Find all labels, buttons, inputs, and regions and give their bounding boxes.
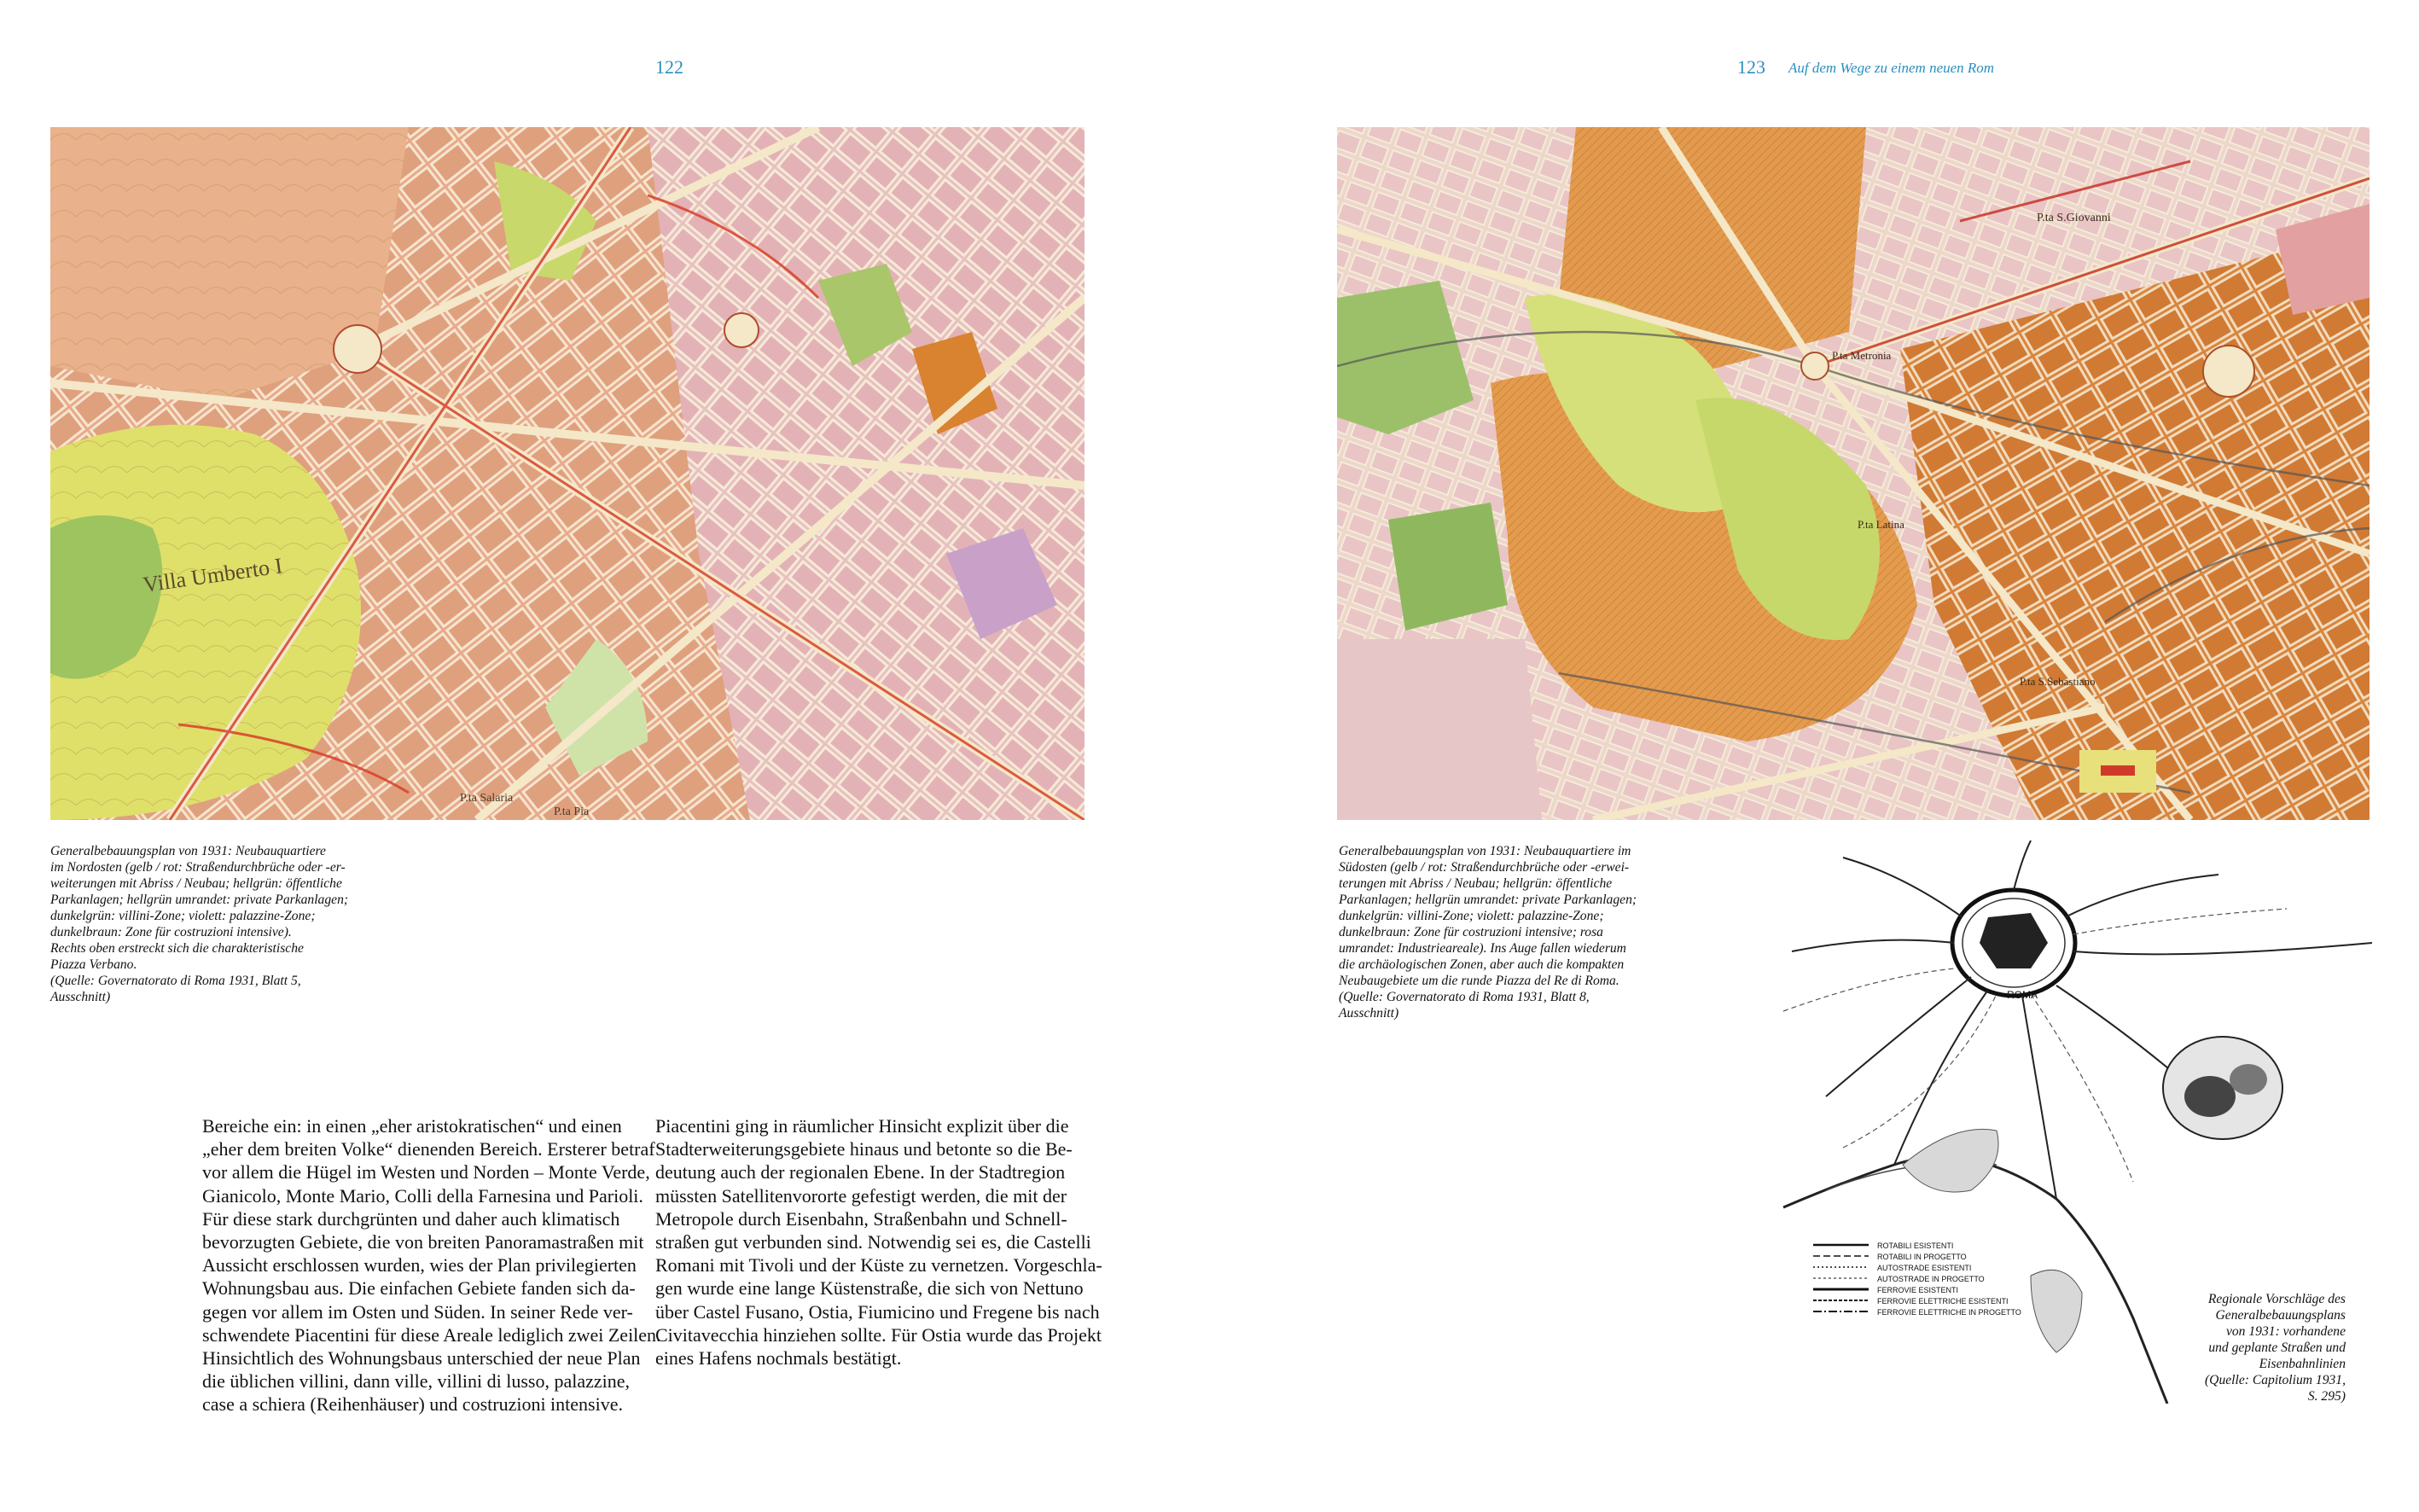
body-text-column-1: Bereiche ein: in einen „eher aristokratischen“ und einen „eher dem breiten Volke“ dienenden Bereich. Ersterer betraf vor allem die Hügel im Westen und Norden – Monte Verde, Gianicolo, Monte Mario, Colli della Farnesina und Parioli. Für diese stark durchgrünten und daher auch klimatisch bevorzugten Gebiete, die von breiten Panoramastraßen mit Aussicht erschlossen wurden, wies der Plan privilegierten Wohnungsbau aus. Die einfachen Gebiete fanden sich da- gegen vor allem im Osten und Süden. In seiner Rede ver- schwendete Piacentini für diese Areale lediglich zwei Zeilen. Hinsichtlich des Wohnungsbaus unterschied der neue Plan die üblichen villini, dann ville, villini di lusso, palazzine, case a schiera (Reihenhäuser) und costruzioni intensive. <box>202 1115 661 1416</box>
svg-text:ROTABILI IN PROGETTO: ROTABILI IN PROGETTO <box>1877 1253 1967 1261</box>
body-text-column-2: Piacentini ging in räumlicher Hinsicht explizit über die Stadterweiterungsgebiete hinaus und betonte so die Be- deutung auch der regionalen Ebene. In der Stadtregion müssten Satellitenvororte gefestigt werden, die mit der Metropole durch Eisenbahn, Straßenbahn und Schnell- straßen gut verbunden sind. Notwendig sei es, die Castelli Romani mit Tivoli und der Küste zu vernetzen. Vorgeschla- gen wurde eine lange Küstenstraße, die sich von Nettuno über Castel Fusano, Ostia, Fiumicino und Fregene bis nach Civitavecchia hinziehen sollte. Für Ostia wurde das Projekt eines Hafens nochmals bestätigt. <box>655 1115 1102 1370</box>
map-label-villa-umberto: Villa Umberto I <box>141 553 284 597</box>
caption-map-northeast: Generalbebauungsplan von 1931: Neubauquartiere im Nordosten (gelb / rot: Straßendurchbrüche oder -er- weiterungen mit Abriss / Neubau; hellgrün: öffentliche Parkanlagen; hellgrün umrandet: private Parkanlagen; dunkelgrün: villini-Zone; violett: palazzine-Zone; dunkelbraun: Zone für costruzioni intensive). Rechts oben erstreckt sich die charakteristische Piazza Verbano. (Quelle: Governatorato di Roma 1931, Blatt 5, Ausschnitt) <box>50 844 349 1004</box>
svg-text:FERROVIE ELETTRICHE ESISTENTI: FERROVIE ELETTRICHE ESISTENTI <box>1877 1297 2009 1306</box>
page-number-right: 123 <box>1737 56 1765 78</box>
caption-map-southeast: Generalbebauungsplan von 1931: Neubauquartiere im Südosten (gelb / rot: Straßendurchbrüche oder -erwei- terungen mit Abriss / Neubau; hellgrün: öffentliche Parkanlagen; hellgrün umrandet: private Parkanlagen; dunkelgrün: villini-Zone; violett: palazzine-Zone; dunkelbraun: Zone für costruzioni intensive; rosa umrandet: Industrieareale). Ins Auge fallen wiederum die archäologischen Zonen, aber auch die kompakten Neubaugebiete um die runde Piazza del Re di Roma. (Quelle: Governatorato di Roma 1931, Blatt 8, Ausschnitt) <box>1339 844 1637 1021</box>
svg-text:FERROVIE ELETTRICHE IN PROGETT: FERROVIE ELETTRICHE IN PROGETTO <box>1877 1308 2021 1317</box>
running-head: Auf dem Wege zu einem neuen Rom <box>1788 60 1995 76</box>
regional-map-roma-label: ROMA <box>2007 989 2038 1001</box>
caption-regional-map: Regionale Vorschläge des Generalbebauungsplans von 1931: vorhandene und geplante Straßen und Eisenbahnlinien (Quelle: Capitolium 1931, S. 295) <box>2204 1292 2346 1404</box>
svg-text:FERROVIE ESISTENTI: FERROVIE ESISTENTI <box>1877 1286 1959 1294</box>
page-number-left: 122 <box>655 56 683 78</box>
map-label-porta-metronia: P.ta Metronia <box>1832 349 1892 362</box>
map-label-porta-latina: P.ta Latina <box>1858 518 1904 531</box>
map-label-porta-san-giovanni: P.ta S.Giovanni <box>2037 212 2111 224</box>
svg-text:ROTABILI ESISTENTI: ROTABILI ESISTENTI <box>1877 1242 1954 1250</box>
map-southeast <box>1337 127 2370 820</box>
svg-text:AUTOSTRADE ESISTENTI: AUTOSTRADE ESISTENTI <box>1877 1264 1972 1272</box>
svg-text:AUTOSTRADE IN PROGETTO: AUTOSTRADE IN PROGETTO <box>1877 1275 1985 1283</box>
map-label-porta-san-sebastiano: P.ta S.Sebastiano <box>2020 675 2096 688</box>
map-label-porta-pia: P.ta Pia <box>554 805 590 818</box>
map-northeast <box>50 127 1084 820</box>
map-label-porta-salaria: P.ta Salaria <box>460 792 514 805</box>
